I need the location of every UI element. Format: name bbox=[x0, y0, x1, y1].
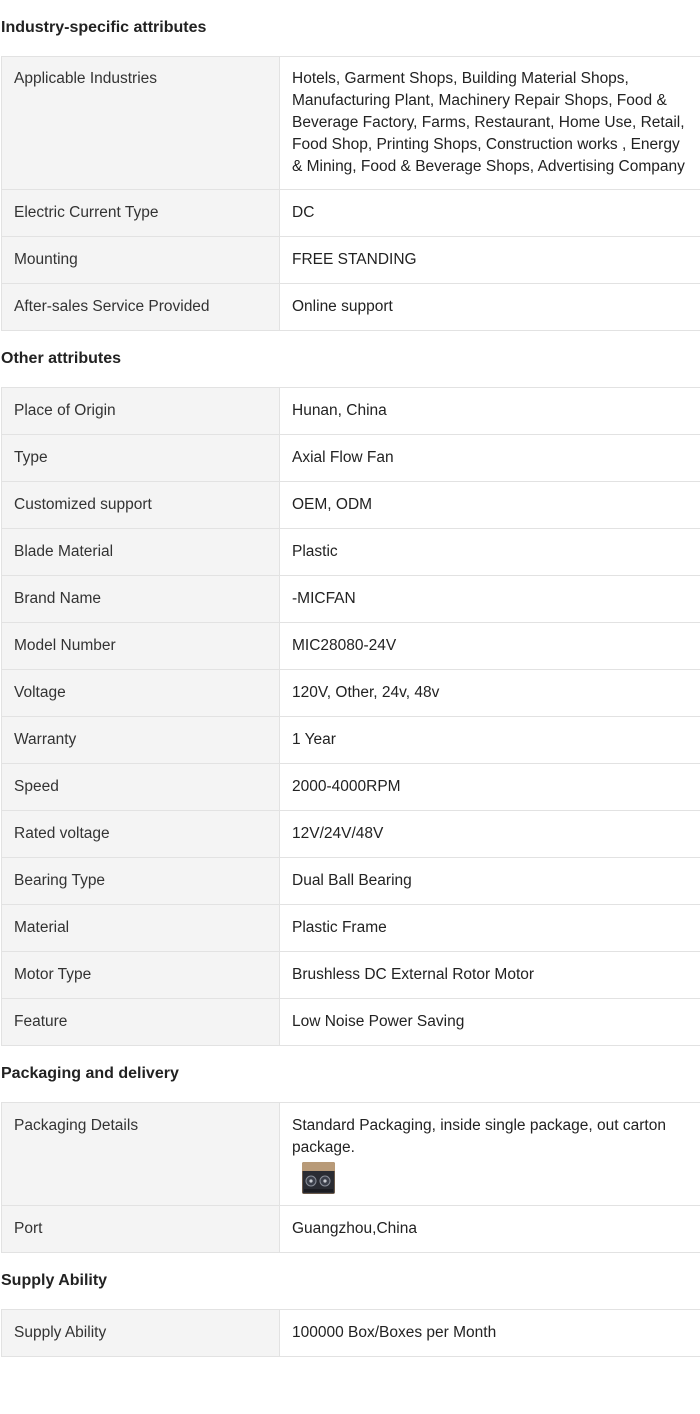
attributes-table bbox=[1, 1309, 700, 1357]
attribute-label: Customized support bbox=[2, 482, 280, 529]
attribute-label: After-sales Service Provided bbox=[2, 284, 280, 331]
attribute-value: FREE STANDING bbox=[280, 237, 700, 284]
attribute-label: Port bbox=[2, 1206, 280, 1253]
table-row bbox=[2, 284, 700, 331]
attributes-table bbox=[1, 56, 700, 331]
attribute-label: Blade Material bbox=[2, 529, 280, 576]
attribute-value: 2000-4000RPM bbox=[280, 764, 700, 811]
attribute-value: Guangzhou,China bbox=[280, 1206, 700, 1253]
attribute-value: -MICFAN bbox=[280, 576, 700, 623]
section-industry-specific bbox=[0, 15, 700, 331]
attribute-label: Brand Name bbox=[2, 576, 280, 623]
table-row bbox=[2, 576, 700, 623]
table-row bbox=[2, 57, 700, 190]
table-row bbox=[2, 999, 700, 1046]
attribute-label: Mounting bbox=[2, 237, 280, 284]
table-row bbox=[2, 905, 700, 952]
attribute-value: 1 Year bbox=[280, 717, 700, 764]
section-title: Supply Ability bbox=[1, 1268, 700, 1293]
table-row bbox=[2, 1310, 700, 1357]
attribute-value: Axial Flow Fan bbox=[280, 435, 700, 482]
table-row bbox=[2, 811, 700, 858]
attribute-value: Online support bbox=[280, 284, 700, 331]
section-supply-ability bbox=[0, 1268, 700, 1357]
table-row bbox=[2, 670, 700, 717]
section-title: Other attributes bbox=[1, 346, 700, 371]
table-row bbox=[2, 529, 700, 576]
attribute-label: Feature bbox=[2, 999, 280, 1046]
attribute-value: 120V, Other, 24v, 48v bbox=[280, 670, 700, 717]
attribute-value: 100000 Box/Boxes per Month bbox=[280, 1310, 700, 1357]
attribute-value: DC bbox=[280, 190, 700, 237]
attribute-value: Low Noise Power Saving bbox=[280, 999, 700, 1046]
table-row bbox=[2, 623, 700, 670]
product-thumbnail-image[interactable] bbox=[302, 1162, 335, 1194]
attribute-label: Rated voltage bbox=[2, 811, 280, 858]
table-row bbox=[2, 1103, 700, 1206]
table-row bbox=[2, 1206, 700, 1253]
table-row bbox=[2, 952, 700, 999]
table-row bbox=[2, 237, 700, 284]
attribute-label: Voltage bbox=[2, 670, 280, 717]
attribute-label: Bearing Type bbox=[2, 858, 280, 905]
attribute-label: Model Number bbox=[2, 623, 280, 670]
attribute-value: Plastic bbox=[280, 529, 700, 576]
section-title: Industry-specific attributes bbox=[1, 15, 700, 40]
table-row bbox=[2, 190, 700, 237]
attribute-value: MIC28080-24V bbox=[280, 623, 700, 670]
attribute-value-cell bbox=[280, 1103, 700, 1206]
attribute-label: Packaging Details bbox=[2, 1103, 280, 1206]
attribute-value: Standard Packaging, inside single package, out carton package. bbox=[292, 1117, 666, 1156]
section-packaging-delivery bbox=[0, 1061, 700, 1253]
attribute-value: Plastic Frame bbox=[280, 905, 700, 952]
section-title: Packaging and delivery bbox=[1, 1061, 700, 1086]
attribute-label: Place of Origin bbox=[2, 388, 280, 435]
attribute-label: Motor Type bbox=[2, 952, 280, 999]
attribute-value: Hunan, China bbox=[280, 388, 700, 435]
table-row bbox=[2, 764, 700, 811]
attribute-value: Hotels, Garment Shops, Building Material Shops, Manufacturing Plant, Machinery Repair Shops, Food & Beverage Factory, Farms, Restaurant, Home Use, Retail, Food Shop, Printing Shops, Construction works , Energy & Mining, Food & Beverage Shops, Advertising Company bbox=[280, 57, 700, 190]
table-row bbox=[2, 388, 700, 435]
attributes-table bbox=[1, 1102, 700, 1253]
attribute-value: OEM, ODM bbox=[280, 482, 700, 529]
table-row bbox=[2, 717, 700, 764]
attributes-table bbox=[1, 387, 700, 1046]
attribute-label: Applicable Industries bbox=[2, 57, 280, 190]
attribute-label: Type bbox=[2, 435, 280, 482]
attribute-label: Speed bbox=[2, 764, 280, 811]
attribute-value: Dual Ball Bearing bbox=[280, 858, 700, 905]
attribute-label: Electric Current Type bbox=[2, 190, 280, 237]
table-row bbox=[2, 482, 700, 529]
attribute-value: Brushless DC External Rotor Motor bbox=[280, 952, 700, 999]
attribute-label: Warranty bbox=[2, 717, 280, 764]
section-other-attributes bbox=[0, 346, 700, 1046]
attribute-label: Supply Ability bbox=[2, 1310, 280, 1357]
attribute-value: 12V/24V/48V bbox=[280, 811, 700, 858]
attribute-label: Material bbox=[2, 905, 280, 952]
table-row bbox=[2, 858, 700, 905]
table-row bbox=[2, 435, 700, 482]
